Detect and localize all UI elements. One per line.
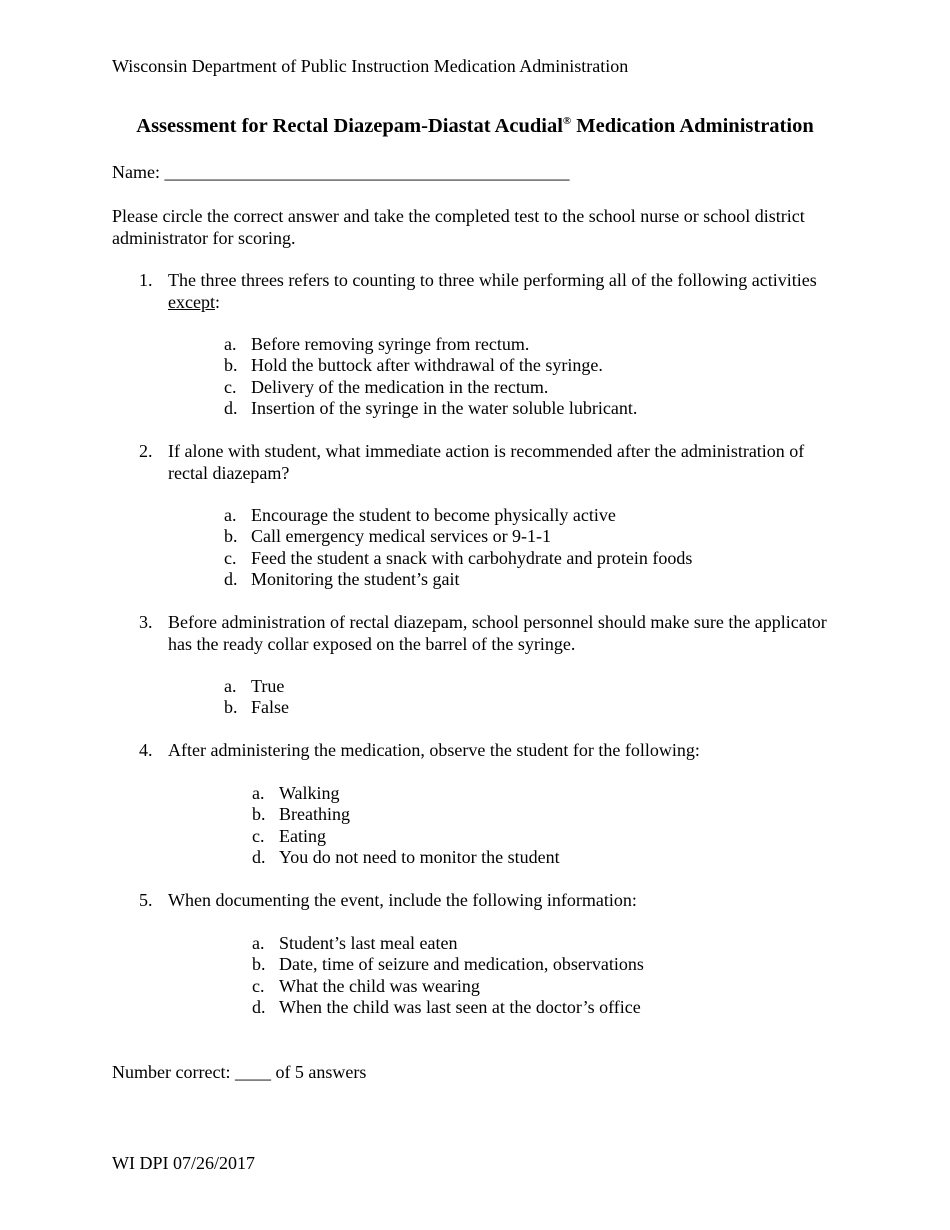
score-line[interactable]: Number correct: ____ of 5 answers (112, 1062, 367, 1082)
option-letter: c. (252, 825, 265, 846)
option-text: True (251, 676, 285, 696)
question-3 (112, 611, 842, 655)
question-text: When documenting the event, include the following information: (168, 890, 637, 910)
option-letter: b. (252, 954, 266, 975)
question-number: 1. (139, 270, 153, 290)
question-5 (112, 889, 842, 911)
option-letter: a. (224, 676, 237, 696)
question-1 (112, 269, 842, 313)
option-text: False (251, 697, 289, 718)
question-text: The three threes refers to counting to three while performing all of the following activities except: (168, 270, 817, 312)
option-letter: d. (224, 397, 238, 418)
option-text: Feed the student a snack with carbohydrate and protein foods (251, 547, 693, 568)
option-letter: a. (252, 783, 265, 803)
question-number: 5. (139, 890, 153, 910)
option-letter: a. (252, 933, 265, 953)
option-text: When the child was last seen at the doctor’s office (279, 996, 641, 1017)
option-letter: d. (224, 568, 238, 589)
option-text: Call emergency medical services or 9-1-1 (251, 526, 552, 547)
option-letter: d. (252, 846, 266, 867)
question-number: 2. (139, 441, 153, 461)
option-text: Monitoring the student’s gait (251, 568, 460, 589)
option-text: Hold the buttock after withdrawal of the syringe. (251, 355, 603, 376)
instructions: Please circle the correct answer and take the completed test to the school nurse or school district administrator for scoring. (112, 206, 805, 248)
name-field[interactable]: Name: _____________________________________________ (112, 162, 570, 182)
page-title (0, 113, 950, 139)
title-suffix: Medication Administration (571, 115, 814, 137)
question-emphasis: except (168, 292, 215, 312)
option-text: Student’s last meal eaten (279, 933, 458, 953)
option-text: Encourage the student to become physically active (251, 505, 616, 525)
option-text: Insertion of the syringe in the water soluble lubricant. (251, 397, 638, 418)
option-letter: c. (252, 975, 265, 996)
document-header: Wisconsin Department of Public Instruction Medication Administration (112, 56, 629, 76)
title-main: Assessment for Rectal Diazepam-Diastat Acudial (136, 115, 563, 137)
option-letter: c. (224, 547, 237, 568)
option-text: Delivery of the medication in the rectum. (251, 376, 549, 397)
option-text: Walking (279, 783, 340, 803)
option-text: Date, time of seizure and medication, observations (279, 954, 644, 975)
option-text: Eating (279, 825, 326, 846)
question-text: After administering the medication, observe the student for the following: (168, 740, 700, 760)
option-text: What the child was wearing (279, 975, 480, 996)
option-text: Breathing (279, 804, 350, 825)
option-letter: c. (224, 376, 237, 397)
option-letter: b. (224, 697, 238, 718)
question-number: 4. (139, 740, 153, 760)
option-letter: a. (224, 334, 237, 354)
question-number: 3. (139, 612, 153, 632)
option-letter: b. (224, 355, 238, 376)
question-text: If alone with student, what immediate action is recommended after the administration of rectal diazepam? (168, 441, 805, 483)
option-letter: d. (252, 996, 266, 1017)
option-letter: b. (252, 804, 266, 825)
question-2 (112, 440, 842, 484)
option-text: You do not need to monitor the student (279, 846, 560, 867)
option-letter: a. (224, 505, 237, 525)
registered-mark: ® (562, 115, 572, 127)
option-letter: b. (224, 526, 238, 547)
question-text: Before administration of rectal diazepam, school personnel should make sure the applicator has the ready collar exposed on the barrel of the syringe. (168, 612, 827, 654)
question-4 (112, 739, 842, 761)
document-footer: WI DPI 07/26/2017 (112, 1153, 255, 1173)
option-text: Before removing syringe from rectum. (251, 334, 530, 354)
